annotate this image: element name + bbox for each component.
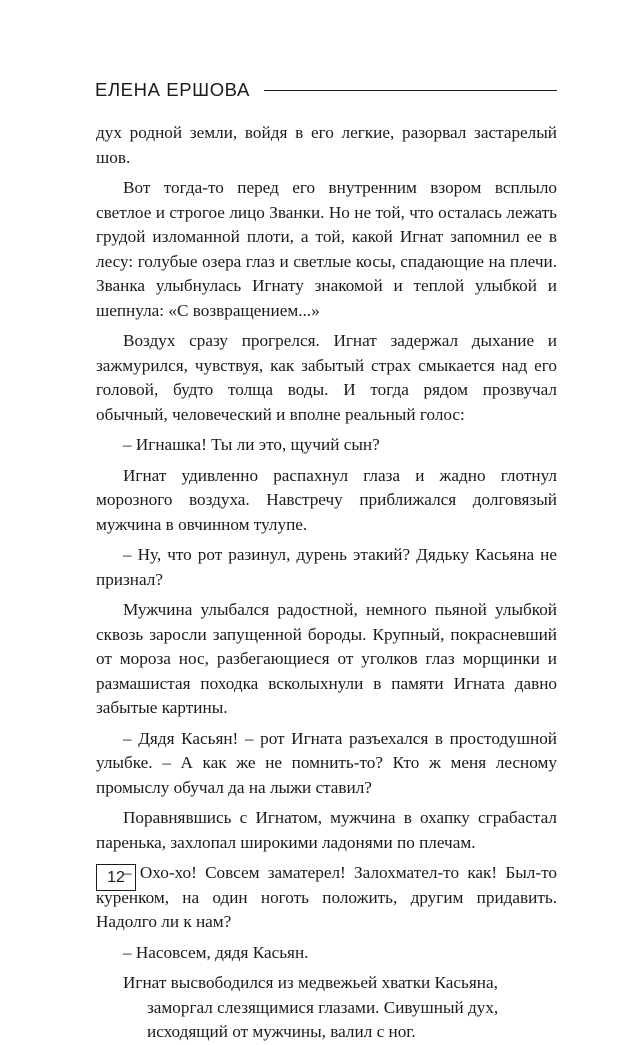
paragraph: дух родной земли, войдя в его легкие, разорвал застарелый шов.	[96, 123, 557, 167]
header-rule	[264, 90, 557, 91]
paragraph: Вот тогда-то перед его внутренним взором всплыло светлое и строгое лицо Званки. Но не той, что осталась лежать грудой изломанной плоти, а той, какой Игнат запомнил ее в лесу: голубые озера глаз и светлые косы, спадающие на плечи. Званка улыбнулась Игнату знакомой и теплой улыбкой и шепнула: «С возвращением...»	[96, 178, 557, 320]
paragraph: Воздух сразу прогрелся. Игнат задержал дыхание и зажмурился, чувствуя, как забытый страх смыкается над его головой, будто толща воды. И тогда рядом прозвучал обычный, человеческий и вполне реальный голос:	[96, 331, 557, 424]
page-number: 12	[96, 864, 136, 891]
paragraph-last-line1: Игнат высвободился из медвежьей хватки Касьяна,	[123, 973, 498, 992]
paragraph: Мужчина улыбался радостной, немного пьяной улыбкой сквозь заросли запущенной бороды. Крупный, покрасневший от мороза нос, разбегающиеся от уголков глаз морщинки и размашистая походка всколыхнули в памяти Игната давно забытые картины.	[96, 600, 557, 717]
running-header	[95, 78, 557, 102]
header-author: ЕЛЕНА ЕРШОВА	[95, 79, 250, 100]
paragraph-last-line2: заморгал слезящимися глазами. Сивушный дух,	[147, 997, 499, 1017]
dialogue-line: – Насовсем, дядя Касьян.	[123, 942, 309, 962]
dialogue-line: – Ну, что рот разинул, дурень этакий? Дядьку Касьяна не признал?	[96, 545, 557, 589]
paragraph: Игнат удивленно распахнул глаза и жадно глотнул морозного воздуха. Навстречу приближался долговязый мужчина в овчинном тулупе.	[96, 465, 557, 534]
paragraph-last	[96, 971, 557, 1045]
dialogue-line: – Охо-хо! Совсем заматерел! Залохмател-то как! Был-то куренком, на один ноготь положить, другим придавить. Надолго ли к нам?	[96, 863, 557, 931]
paragraph-last-line3: исходящий от мужчины, валил с ног.	[147, 1022, 416, 1041]
paragraph: Поравнявшись с Игнатом, мужчина в охапку сграбастал паренька, захлопал широкими ладонями по плечам.	[96, 808, 557, 852]
dialogue-line: – Дядя Касьян! – рот Игната разъехался в простодушной улыбке. – А как же не помнить-то? Кто ж меня лесному промыслу обучал да на лыжи ставил?	[96, 728, 557, 797]
dialogue-line: – Игнашка! Ты ли это, щучий сын?	[123, 435, 380, 454]
body-text	[96, 121, 557, 1045]
